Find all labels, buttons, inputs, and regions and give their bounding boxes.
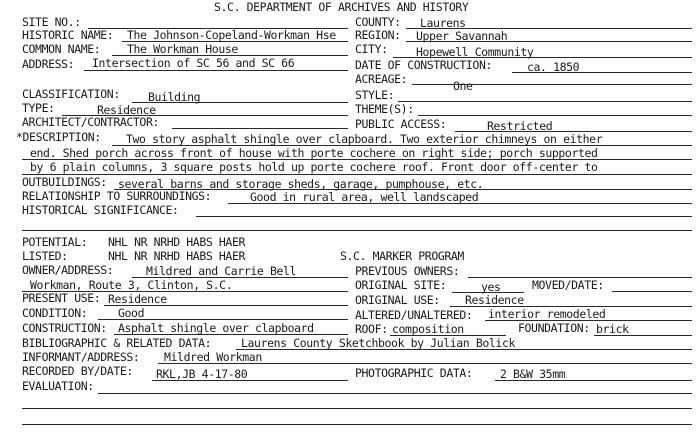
present-use-value: Residence <box>108 292 167 306</box>
recorded-by-label: RECORDED BY/DATE: <box>22 364 133 378</box>
description-rule-3 <box>22 174 692 175</box>
roof-value: composition <box>392 322 464 336</box>
foundation-line <box>594 335 692 336</box>
city-value: Hopewell Community <box>416 45 534 59</box>
region-value: Upper Savannah <box>416 29 508 43</box>
date-of-construction-line <box>512 72 692 73</box>
owner-line-1: Mildred and Carrie Bell <box>146 264 297 278</box>
blank-rule-2 <box>22 408 692 409</box>
site-no-label: SITE NO.: <box>22 15 81 29</box>
construction-label: CONSTRUCTION: <box>22 321 107 335</box>
outbuildings-label: OUTBUILDINGS: <box>22 175 107 189</box>
classification-value: Building <box>148 90 201 104</box>
form-title: S.C. DEPARTMENT OF ARCHIVES AND HISTORY <box>214 0 469 14</box>
common-name-value: The Workman House <box>127 42 238 56</box>
original-use-label: ORIGINAL USE: <box>355 293 440 307</box>
historic-name-value: The Johnson-Copeland-Workman Hse <box>127 28 336 42</box>
relationship-value: Good in rural area, well landscaped <box>250 190 479 204</box>
style-label: STYLE: <box>355 88 395 102</box>
evaluation-line <box>98 393 692 394</box>
foundation-value: brick <box>596 322 629 336</box>
date-of-construction-value: ca. 1850 <box>527 60 580 74</box>
bibliographic-label: BIBLIOGRAPHIC & RELATED DATA: <box>22 336 212 350</box>
previous-owners-label: PREVIOUS OWNERS: <box>355 264 460 278</box>
original-use-value: Residence <box>465 293 524 307</box>
architect-line <box>172 128 348 129</box>
recorded-by-line <box>152 380 348 381</box>
recorded-by-value: RKL,JB 4-17-80 <box>156 367 248 381</box>
informant-label: INFORMANT/ADDRESS: <box>22 350 140 364</box>
historical-significance-line <box>196 216 692 217</box>
style-line <box>398 101 692 102</box>
informant-value: Mildred Workman <box>164 350 262 364</box>
moved-date-line <box>612 291 692 292</box>
photographic-data-value: 2 B&W 35mm <box>500 367 566 381</box>
county-value: Laurens <box>420 16 466 30</box>
architect-label: ARCHITECT/CONTRACTOR: <box>22 115 159 129</box>
owner-line-2: Workman, Route 3, Clinton, S.C. <box>30 278 233 292</box>
listed-label: LISTED: <box>22 249 68 263</box>
type-label: TYPE: <box>22 101 55 115</box>
outbuildings-value: several barns and storage sheds, garage, pumphouse, etc. <box>118 177 484 191</box>
description-label: *DESCRIPTION: <box>16 130 101 144</box>
moved-date-label: MOVED/DATE: <box>532 278 604 292</box>
potential-label: POTENTIAL: <box>22 235 88 249</box>
altered-label: ALTERED/UNALTERED: <box>355 308 473 322</box>
potential-codes: NHL NR NRHD HABS HAER <box>108 235 245 249</box>
historic-name-label: HISTORIC NAME: <box>22 28 114 42</box>
evaluation-label: EVALUATION: <box>22 379 94 393</box>
relationship-label: RELATIONSHIP TO SURROUNDINGS: <box>22 189 212 203</box>
address-label: ADDRESS: <box>22 57 75 71</box>
historical-significance-label: HISTORICAL SIGNIFICANCE: <box>22 203 179 217</box>
theme-line <box>418 115 692 116</box>
foundation-label: FOUNDATION: <box>518 321 590 335</box>
condition-value: Good <box>118 306 145 320</box>
marker-program-label: S.C. MARKER PROGRAM <box>340 249 464 263</box>
address-value: Intersection of SC 56 and SC 66 <box>92 56 295 70</box>
acreage-value: One <box>453 79 473 93</box>
construction-line <box>114 334 348 335</box>
county-label: COUNTY: <box>355 15 401 29</box>
description-line-1: Two story asphalt shingle over clapboard. Two exterior chimneys on either <box>126 132 603 146</box>
construction-value: Asphalt shingle over clapboard <box>118 321 314 335</box>
date-of-construction-label: DATE OF CONSTRUCTION: <box>355 58 492 72</box>
blank-rule-1 <box>22 230 692 231</box>
informant-line <box>158 363 692 364</box>
description-line-2: end. Shed porch across front of house with porte cochere on right side; porch supported <box>30 146 598 160</box>
public-access-label: PUBLIC ACCESS: <box>355 117 447 131</box>
original-site-label: ORIGINAL SITE: <box>355 278 447 292</box>
listed-codes: NHL NR NRHD HABS HAER <box>108 249 245 263</box>
address-line <box>84 70 348 71</box>
region-line <box>406 41 692 42</box>
roof-label: ROOF: <box>355 322 388 336</box>
type-value: Residence <box>97 103 156 117</box>
classification-line <box>132 102 348 103</box>
condition-line <box>98 319 348 320</box>
present-use-label: PRESENT USE: <box>22 291 101 305</box>
city-label: CITY: <box>355 42 388 56</box>
original-site-value: yes <box>481 280 501 294</box>
description-line-3: by 6 plain columns, 3 square posts hold up porte cochere roof. Front door off-center to <box>30 160 598 174</box>
blank-rule-3 <box>22 424 692 425</box>
altered-value: interior remodeled <box>488 307 606 321</box>
condition-label: CONDITION: <box>22 306 88 320</box>
region-label: REGION: <box>355 28 401 42</box>
theme-label: THEME(S): <box>355 102 414 116</box>
relationship-line <box>228 203 692 204</box>
common-name-label: COMMON NAME: <box>22 42 101 56</box>
public-access-value: Restricted <box>487 119 553 133</box>
photographic-data-label: PHOTOGRAPHIC DATA: <box>355 366 473 380</box>
bibliographic-value: Laurens County Sketchbook by Julian Bolick <box>241 336 515 350</box>
acreage-label: ACREAGE: <box>355 72 408 86</box>
photographic-data-line <box>495 380 692 381</box>
owner-address-label: OWNER/ADDRESS: <box>22 263 114 277</box>
classification-label: CLASSIFICATION: <box>22 87 120 101</box>
bibliographic-line <box>236 349 692 350</box>
